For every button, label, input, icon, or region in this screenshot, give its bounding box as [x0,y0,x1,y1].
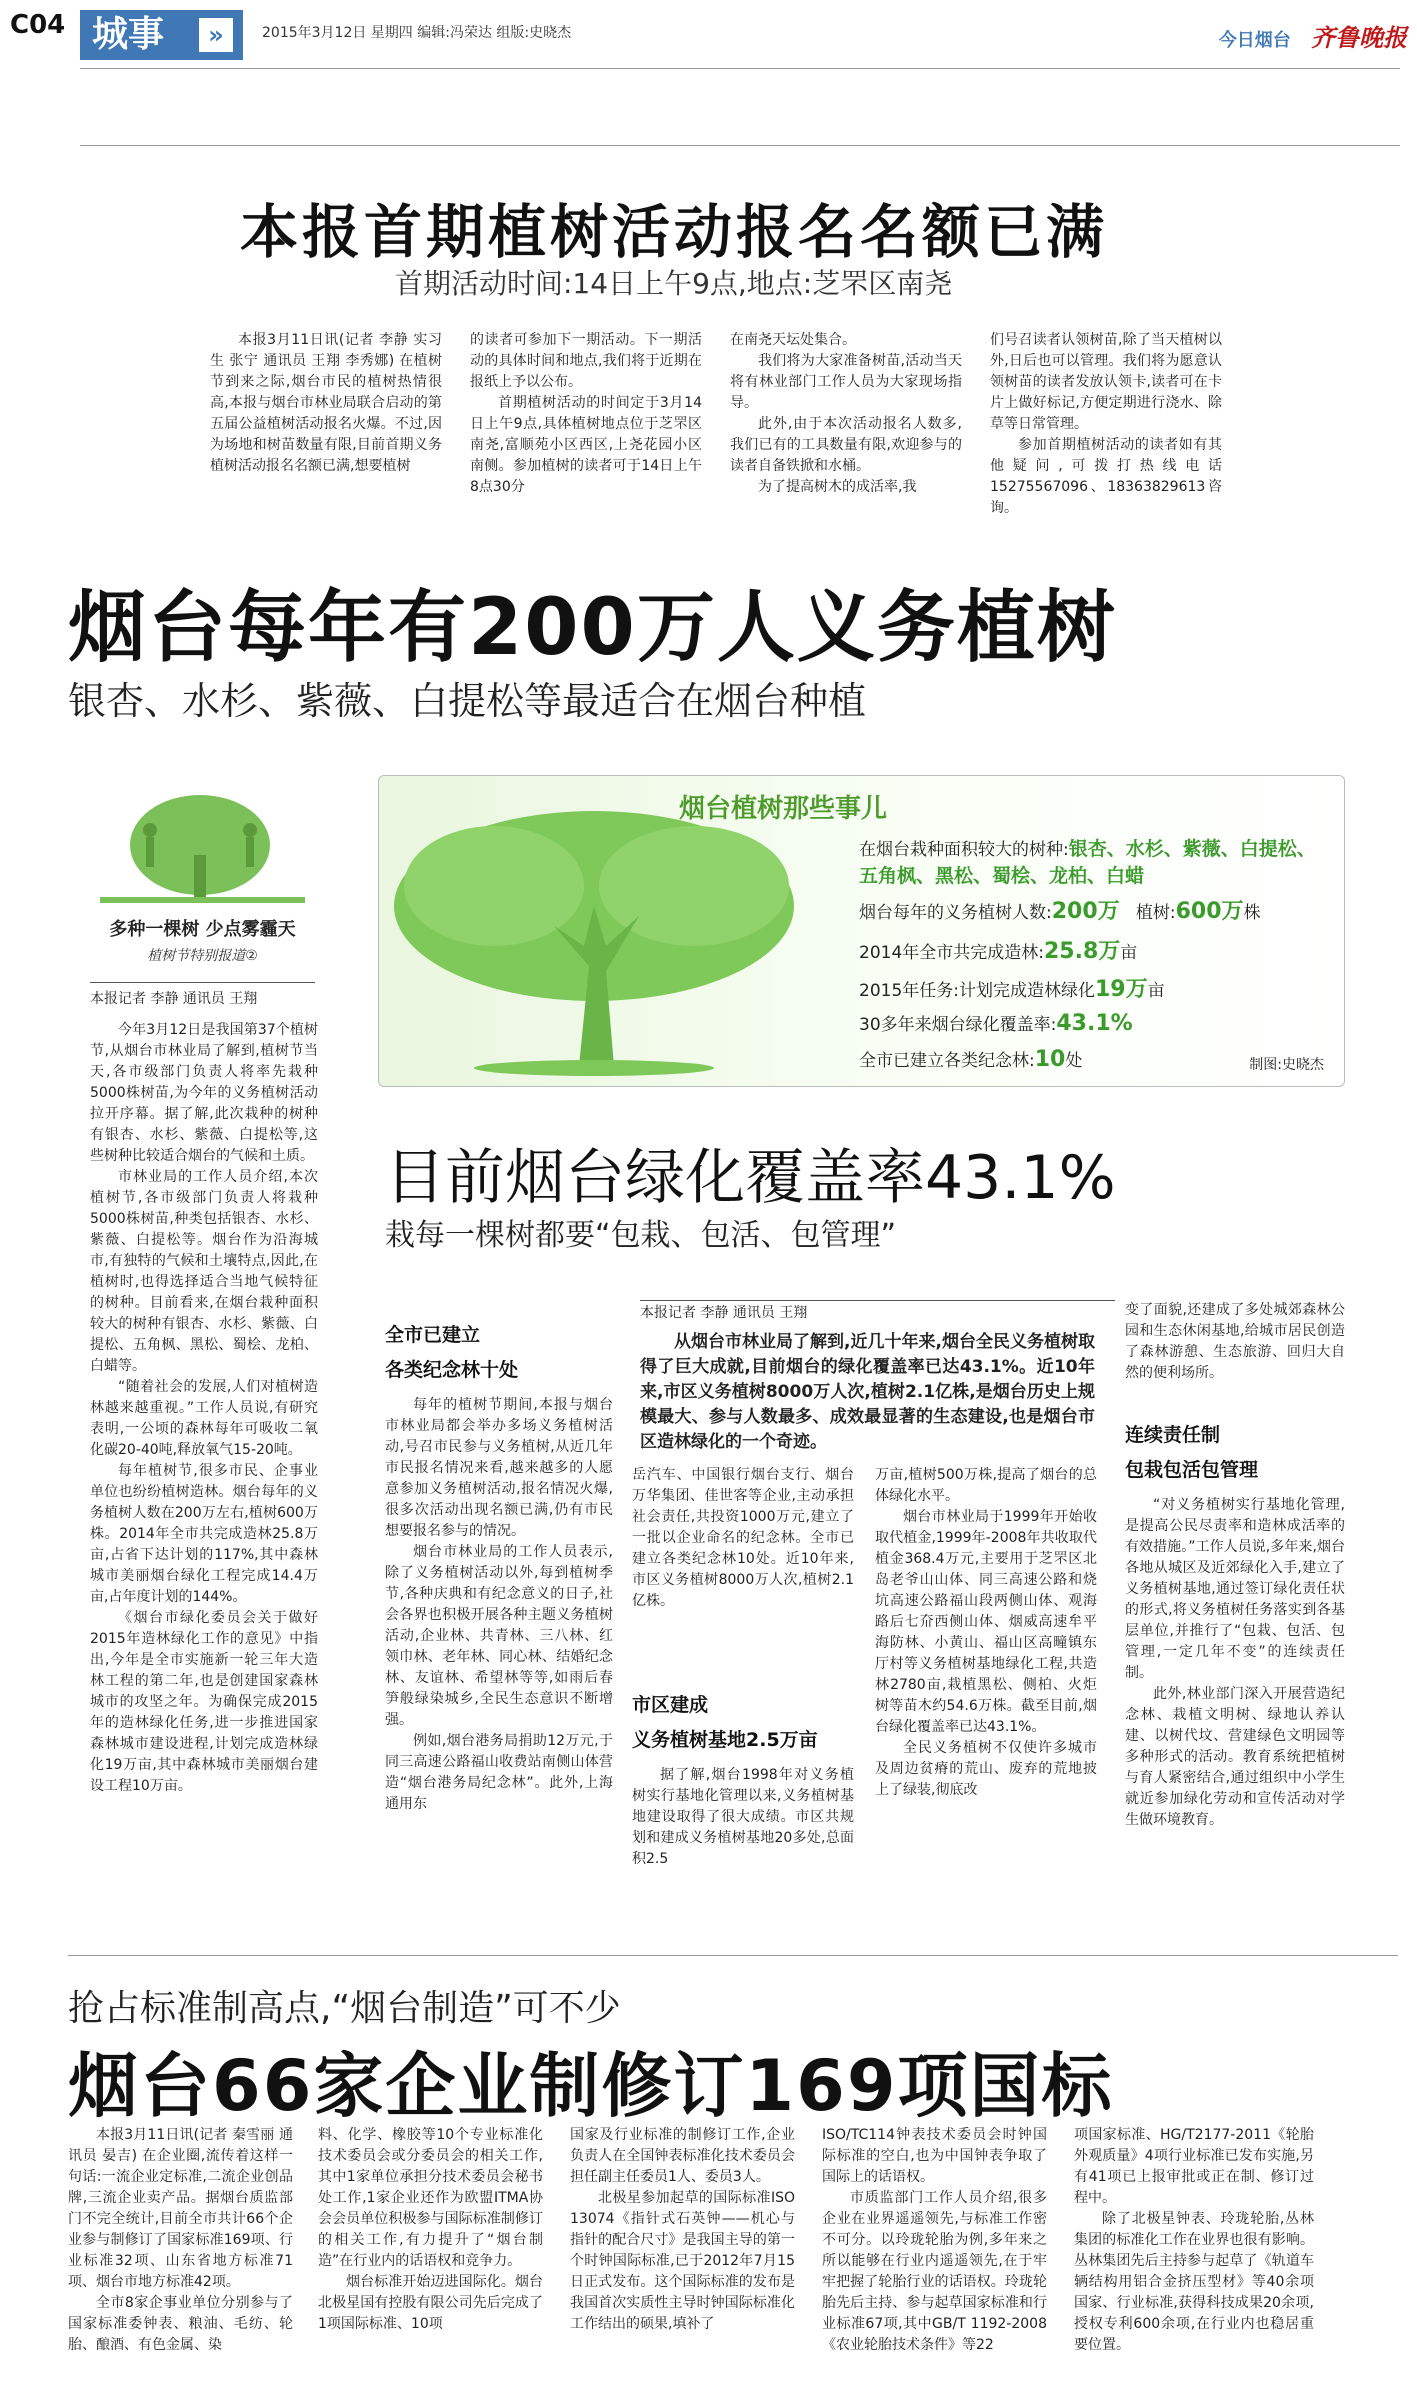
story3-col2: 岳汽车、中国银行烟台支行、烟台万华集团、佳世客等企业,主动承担社会责任,共投资1000万元,建立了一批以企业命名的纪念林。全市已建立各类纪念林10处。近10年来,市区义务植树8000万人次,植树2.1亿株。 [632,1467,854,1609]
facts-infographic [378,775,1345,1087]
headline-story2: 烟台每年有200万人义务植树 [68,583,1117,673]
headline-story1: 本报首期植树活动报名名额已满 [240,198,1109,266]
subhead-story3: 栽每一棵树都要“包栽、包活、包管理” [385,1218,897,1253]
brand-logo: 齐鲁晚报 [1311,23,1407,52]
fact-coverage: 30多年来烟台绿化覆盖率:43.1% [859,1011,1133,1036]
page-number: C04 [10,10,66,40]
byline-story3: 本报记者 李静 通讯员 王翔 [640,1305,808,1321]
story1-col1: 本报3月11日讯(记者 李静 实习生 张宁 通讯员 王翔 李秀娜) 在植树节到来之际,烟台市民的植树热情很高,本报与烟台市林业局联合启动的第五届公益植树活动报名火爆。不过,因为场地和树苗数量有限,目前首期义务植树活动报名名额已满,想要植树 [210,332,442,474]
story1-col3: 在南尧天坛处集合。 我们将为大家准备树苗,活动当天将有林业部门工作人员为大家现场指导。 此外,由于本次活动报名人数多,我们已有的工具数量有限,欢迎参与的读者自备铁掀和水桶。 为了提高树木的成活率,我 [730,332,962,495]
badge-title: 多种一棵树 少点雾霾天 [109,919,296,940]
header-rule-2 [80,145,1400,146]
tree-people-icon [90,775,315,905]
story4-col1: 本报3月11日讯(记者 秦雪丽 通讯员 晏吉) 在企业圈,流传着这样一句话:一流企业定标准,二流企业创品牌,三流企业卖产品。据烟台质监部门不完全统计,目前全市共计66个企业参与制修订了国家标准169项、行业标准32项、山东省地方标准71项、烟台市地方标准42项。 全市8家企事业单位分别参与了国家标准委钟表、粮油、毛纺、轮胎、酿酒、有色金属、染 [68,2127,293,2353]
facts-title: 烟台植树那些事儿 [679,794,888,824]
story3-lead: 从烟台市林业局了解到,近几十年来,烟台全民义务植树取得了巨大成就,目前烟台的绿化覆盖率已达43.1%。近10年来,市区义务植树8000万人次,植树2.1亿株,是烟台历史上规模最大、参与人数最多、成效最显著的生态建设,也是烟台市区造林绿化的一个奇迹。 [640,1332,1095,1452]
headline-story3: 目前烟台绿化覆盖率43.1% [385,1143,1116,1213]
graphic-credit: 制图:史晓杰 [1249,1057,1324,1073]
story3-col4: 变了面貌,还建成了多处城郊森林公园和生态休闲基地,给城市居民创造了森林游憩、生态旅游、回归大自然的便利场所。 [1125,1302,1345,1381]
section-label [80,10,243,60]
story1-col2: 的读者可参加下一期活动。下一期活动的具体时间和地点,我们将于近期在报纸上予以公布。 首期植树活动的时间定于3月14日上午9点,具体植树地点位于芝罘区南尧,富顺苑小区西区,上尧花园小区南侧。参加植树的读者可于14日上午8点30分 [470,332,702,495]
fact-species: 在烟台栽种面积较大的树种:银杏、水杉、紫薇、白提松、五角枫、黑松、蜀桧、龙柏、白蜡 [859,838,1316,887]
subheading-memorial-1: 全市已建立 [385,1324,481,1346]
badge-rule [90,982,315,983]
subheading-memorial-2: 各类纪念林十处 [385,1359,519,1381]
subhead-story1: 首期活动时间:14日上午9点,地点:芝罘区南尧 [395,267,953,300]
story3-col2b: 据了解,烟台1998年对义务植树实行基地化管理以来,义务植树基地建设取得了很大成绩。市区共规划和建成义务植树基地20多处,总面积2.5 [632,1767,854,1867]
series-badge [90,775,315,970]
story3-col4b: “对义务植树实行基地化管理,是提高公民尽责率和造林成活率的有效措施。”工作人员说,多年来,烟台各地从城区及近郊绿化入手,建立了义务植树基地,通过签订绿化责任状的形式,将义务植树任务落实到各基层单位,并推行了“包栽、包活、包管理,一定几年不变”的连续责任制。 此外,林业部门深入开展营造纪念林、栽植文明树、绿地认养认建、以树代坟、营建绿色文明园等多种形式的活动。教育系统把植树与育人紧密结合,通过组织中小学生就近参加绿化劳动和宣传活动对学生做环境教育。 [1125,1497,1345,1828]
badge-subtitle: 植树节特别报道② [147,948,258,964]
subheading-resp-1: 连续责任制 [1125,1424,1221,1446]
header-rule [80,68,1400,69]
story4-col2: 料、化学、橡胶等10个专业标准化技术委员会或分委员会的相关工作,其中1家单位承担分技术委员会秘书处工作,1家企业还作为欧盟ITMA协会会员单位积极参与国际标准制修订的相关工作,有力提升了“烟台制造”在行业内的话语权和竞争力。 烟台标准开始迈进国际化。烟台北极星国有控股有限公司先后完成了1项国际标准、10项 [318,2127,543,2332]
story1-col4: 们号召读者认领树苗,除了当天植树以外,日后也可以管理。我们将为愿意认领树苗的读者发放认领卡,读者可在卡片上做好标记,方便定期进行浇水、除草等日常管理。 参加首期植树活动的读者如有其他疑问,可拨打热线电话15275567096、18363829613咨询。 [990,332,1222,516]
story3-col3: 万亩,植树500万株,提高了烟台的总体绿化水平。 烟台市林业局于1999年开始收取代植金,1999年-2008年共收取代植金368.4万元,主要用于芝罘区北岛老爷山山体、同三高速公路和烧坑高速公路福山段两侧山体、观海路后七夼西侧山体、烟威高速牟平海防林、小黄山、福山区高疃镇东厅村等义务植树基地绿化工程,共造林2780亩,栽植黑松、侧柏、火炬树等苗木约54.6万株。截至目前,烟台绿化覆盖率已达43.1%。 全民义务植树不仅使许多城市及周边贫瘠的荒山、废弃的荒地披上了绿装,彻底改 [875,1467,1097,1798]
double-chevron-icon: » [199,18,233,52]
fact-2015: 2015年任务:计划完成造林绿化19万亩 [859,977,1165,1002]
story4-col5: 项国家标准、HG/T2177-2011《轮胎外观质量》4项行业标准已发布实施,另有41项已上报审批或正在制、修订过程中。 除了北极星钟表、玲珑轮胎,丛林集团的标准化工作在业界也很有影响。丛林集团先后主持参与起草了《轨道车辆结构用铝合金挤压型材》等40余项国家、行业标准,获得科技成果20余项,授权专利600余项,在行业内也稳居重要位置。 [1074,2127,1314,2353]
subheading-resp-2: 包栽包活包管理 [1125,1459,1259,1481]
tree-illustration-icon [374,796,814,1076]
subheading-base-2: 义务植树基地2.5万亩 [632,1729,818,1751]
subhead-story2: 银杏、水杉、紫薇、白提松等最适合在烟台种植 [68,679,867,723]
byline-story2: 本报记者 李静 通讯员 王翔 [90,991,258,1007]
fact-volunteers: 烟台每年的义务植树人数:200万 植树:600万株 [859,899,1261,924]
fact-2014: 2014年全市共完成造林:25.8万亩 [859,939,1138,964]
brand-left: 今日烟台 [1218,30,1291,51]
issue-meta: 2015年3月12日 星期四 编辑:冯荣达 组版:史晓杰 [262,25,572,41]
story3-col1: 每年的植树节期间,本报与烟台市林业局都会举办多场义务植树活动,号召市民参与义务植树,从近几年市民报名情况来看,越来越多的人愿意参加义务植树活动,报名情况火爆,很多次活动出现名额已满,仍有市民想要报名参与的情况。 烟台市林业局的工作人员表示,除了义务植树活动以外,每到植树季节,各种庆典和有纪念意义的日子,社会各界也积极开展各种主题义务植树活动,企业林、共青林、三八林、红领巾林、老年林、同心林、结婚纪念林、友谊林、希望林等等,如雨后春笋般绿染城乡,全民生态意识不断增强。 例如,烟台港务局捐助12万元,于同三高速公路福山收费站南侧山体营造“烟台港务局纪念林”。此外,上海通用东 [385,1397,613,1812]
section-title: 城事 [92,14,165,55]
story4-col3: 国家及行业标准的制修订工作,企业负责人在全国钟表标准化技术委员会担任副主任委员1人、委员3人。 北极星参加起草的国际标准ISO 13074《指针式石英钟——机心与指针的配合尺寸》是我国主导的第一个时钟国际标准,已于2012年7月15日正式发布。这个国际标准的发布是我国首次实质性主导时钟国际标准化工作结出的硕果,填补了 [570,2127,795,2332]
fact-memorial: 全市已建立各类纪念林:10处 [859,1047,1083,1072]
story2-body: 今年3月12日是我国第37个植树节,从烟台市林业局了解到,植树节当天,各市级部门负责人将率先栽种5000株树苗,为今年的义务植树活动拉开序幕。据了解,此次栽种的树种有银杏、水杉、紫薇、白提松等,这些树种比较适合烟台的气候和土质。 市林业局的工作人员介绍,本次植树节,各市级部门负责人将栽种5000株树苗,种类包括银杏、水杉、紫薇、白提松等。烟台作为沿海城市,有独特的气候和土壤特点,因此,在植树时,也得选择适合当地气候特征的树种。目前看来,在烟台栽种面积较大的树种有银杏、水杉、紫薇、白提松、五角枫、黑松、蜀桧、龙柏、白蜡等。 “随着社会的发展,人们对植树造林越来越重视。”工作人员说,有研究表明,一公顷的森林每年可吸收二氧化碳20-40吨,释放氧气15-20吨。 每年植树节,很多市民、企事业单位也纷纷植树造林。烟台每年的义务植树人数在200万左右,植树600万株。2014年全市共完成造林25.8万亩,占省下达计划的117%,其中森林城市美丽烟台绿化工程完成14.4万亩,占年度计划的144%。 《烟台市绿化委员会关于做好2015年造林绿化工作的意见》中指出,今年是全市实施新一轮三年大造林工程的第二年,也是创建国家森林城市的攻坚之年。为确保完成2015年的造林绿化任务,进一步推进国家森林城市建设进程,计划完成造林绿化19万亩,其中森林城市美丽烟台建设工程10万亩。 [90,1022,318,1794]
masthead [1219,18,1407,53]
subheading-base-1: 市区建成 [632,1694,709,1716]
story4-col4: ISO/TC114钟表技术委员会时钟国际标准的空白,也为中国钟表争取了国际上的话语权。 市质监部门工作人员介绍,很多企业在业界遥遥领先,与标准工作密不可分。以玲珑轮胎为例,多年来之所以能够在行业内遥遥领先,在于牢牢把握了轮胎行业的话语权。玲珑轮胎先后主持、参与起草国家标准和行业标准67项,其中GB/T 1192-2008《农业轮胎技术条件》等22 [822,2127,1047,2353]
headline-story4: 烟台66家企业制修订169项国标 [68,2045,1114,2127]
byline-rule [640,1300,1115,1301]
section-rule [68,1955,1398,1956]
subhead-story4: 抢占标准制高点,“烟台制造”可不少 [68,1988,621,2029]
